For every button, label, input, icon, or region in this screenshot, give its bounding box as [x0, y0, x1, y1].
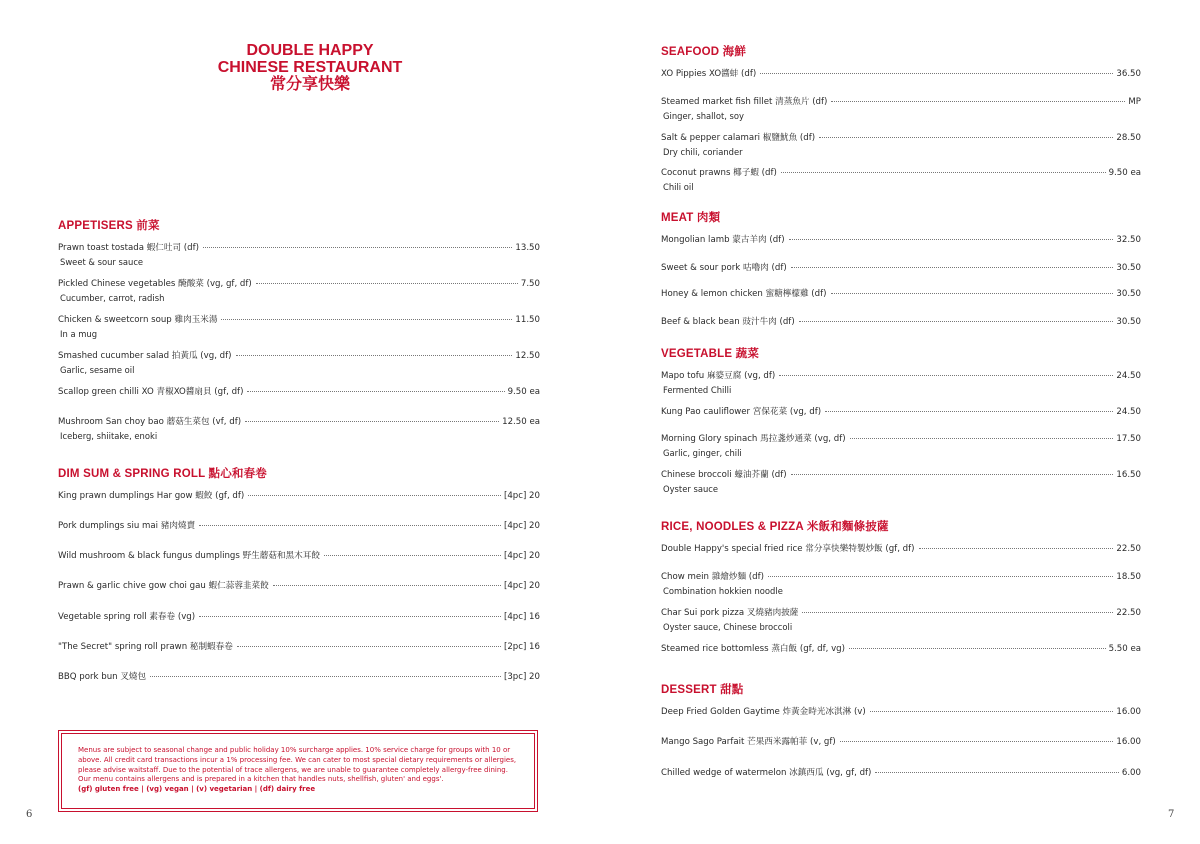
dotted-leader: [849, 648, 1106, 649]
item-price: 16.00: [1116, 707, 1141, 717]
item-name: Smashed cucumber salad 拍黃瓜 (vg, df): [58, 351, 232, 361]
item-name: Vegetable spring roll 素春卷 (vg): [58, 612, 196, 622]
dotted-leader: [919, 548, 1114, 549]
dotted-leader: [781, 172, 1106, 173]
item-name: Coconut prawns 椰子蝦 (df): [661, 168, 777, 178]
menu-item: [58, 416, 540, 442]
menu-item: [661, 316, 1141, 328]
dotted-leader: [791, 474, 1114, 475]
item-description: Oyster sauce, Chinese broccoli: [663, 622, 793, 632]
section-seafood: [661, 45, 1141, 192]
item-description: Dry chili, coriander: [663, 147, 743, 157]
item-description: Combination hokkien noodle: [663, 586, 783, 596]
notice-text: Menus are subject to seasonal change and public holiday 10% surcharge applies. 10% service charge for groups with 10 or above. All credit card transactions incur a 1% processing fee. We can cater to most special dietary requirements or allergies, please advise waitstaff. Due to the potential of trace allergens, we are unable to guarantee completely allergy-free dining. Our menu contains allergens and is prepared in a kitchen that handles nuts, shellfish, gluten' and eggs'.: [78, 746, 517, 784]
menu-item: [58, 242, 540, 268]
dotted-leader: [870, 711, 1114, 712]
menu-item: [661, 288, 1141, 300]
menu-item: [661, 643, 1141, 655]
menu-item: [661, 96, 1141, 122]
menu-item: [661, 68, 1141, 80]
item-price: 30.50: [1116, 263, 1141, 273]
item-price: [4pc] 16: [503, 612, 540, 622]
item-name: Steamed market fish fillet 清蒸魚片 (df): [661, 97, 828, 107]
menu-item: [661, 167, 1141, 193]
item-price: 16.50: [1116, 470, 1141, 480]
dotted-leader: [236, 355, 513, 356]
dotted-leader: [831, 101, 1125, 102]
item-price: 6.00: [1121, 768, 1141, 778]
page-number: 6: [26, 809, 33, 820]
item-name: Honey & lemon chicken 蜜糖檸檬雞 (df): [661, 289, 827, 299]
dietary-legend: (gf) gluten free | (vg) vegan | (v) vegetarian | (df) dairy free: [78, 785, 316, 794]
section-meat: [661, 211, 1141, 327]
item-description: Cucumber, carrot, radish: [60, 293, 165, 303]
item-price: 5.50 ea: [1108, 644, 1141, 654]
item-name: Chinese broccoli 蠔油芥蘭 (df): [661, 470, 787, 480]
title-line: 常分享快樂: [269, 76, 350, 93]
right-page: [600, 0, 1200, 844]
page-number: 7: [1168, 809, 1175, 820]
item-price: 28.50: [1116, 133, 1141, 143]
item-name: Pork dumplings siu mai 豬肉燒賣: [58, 521, 196, 531]
item-price: 12.50 ea: [502, 417, 540, 427]
menu-item: [661, 607, 1141, 633]
item-price: 9.50 ea: [1108, 168, 1141, 178]
item-price: 32.50: [1116, 235, 1141, 245]
title-line: DOUBLE HAPPY: [246, 42, 374, 59]
menu-item: [58, 550, 540, 562]
section-rice-noodles-pizza: [661, 520, 1141, 654]
item-name: Mushroom San choy bao 蘑菇生菜包 (vf, df): [58, 417, 242, 427]
menu-item: [58, 580, 540, 592]
menu-item: [661, 132, 1141, 158]
item-price: [3pc] 20: [503, 672, 540, 682]
section-heading: RICE, NOODLES & PIZZA 米飯和麵條披薩: [661, 521, 889, 533]
menu-item: [661, 469, 1141, 495]
section-heading: VEGETABLE 蔬菜: [661, 348, 760, 360]
dotted-leader: [819, 137, 1113, 138]
item-name: Beef & black bean 豉汁牛肉 (df): [661, 317, 795, 327]
notice-box: [58, 730, 538, 812]
item-price: [4pc] 20: [503, 491, 540, 501]
title-line: CHINESE RESTAURANT: [217, 59, 403, 76]
section-heading: DIM SUM & SPRING ROLL 點心和春卷: [58, 468, 267, 480]
section-heading: SEAFOOD 海鮮: [661, 46, 747, 58]
item-name: Salt & pepper calamari 椒鹽魷魚 (df): [661, 133, 816, 143]
dotted-leader: [237, 646, 501, 647]
item-description: Ginger, shallot, soy: [663, 111, 744, 121]
menu-item: [661, 767, 1141, 779]
item-description: In a mug: [60, 329, 98, 339]
item-name: King prawn dumplings Har gow 蝦餃 (gf, df): [58, 491, 245, 501]
item-price: 7.50: [520, 279, 540, 289]
item-price: [4pc] 20: [503, 551, 540, 561]
item-price: 16.00: [1116, 737, 1141, 747]
menu-item: [661, 433, 1141, 459]
dotted-leader: [840, 741, 1114, 742]
dotted-leader: [799, 321, 1114, 322]
item-name: Double Happy's special fried rice 常分享快樂特製炒飯 (gf, df): [661, 544, 915, 554]
section-appetisers: [58, 219, 540, 441]
item-price: [4pc] 20: [503, 581, 540, 591]
menu-item: [661, 706, 1141, 718]
item-description: Sweet & sour sauce: [60, 257, 144, 267]
section-dim-sum: [58, 467, 540, 682]
menu-item: [58, 350, 540, 376]
menu-item: [661, 736, 1141, 748]
dotted-leader: [779, 375, 1113, 376]
dotted-leader: [789, 239, 1114, 240]
item-description: Oyster sauce: [663, 484, 719, 494]
item-price: 17.50: [1116, 434, 1141, 444]
item-name: Mapo tofu 麻婆豆腐 (vg, df): [661, 371, 776, 381]
menu-item: [58, 611, 540, 623]
dotted-leader: [825, 411, 1113, 412]
item-name: Prawn toast tostada 蝦仁吐司 (df): [58, 243, 199, 253]
dotted-leader: [760, 73, 1113, 74]
item-name: BBQ pork bun 叉燒包: [58, 672, 147, 682]
item-name: XO Pippies XO醬蚌 (df): [661, 69, 757, 79]
item-price: 24.50: [1116, 371, 1141, 381]
item-name: Mango Sago Parfait 芒果西米露帕菲 (v, gf): [661, 737, 836, 747]
item-price: [2pc] 16: [503, 642, 540, 652]
menu-item: [58, 671, 540, 683]
dotted-leader: [324, 555, 501, 556]
item-description: Garlic, ginger, chili: [663, 448, 742, 458]
item-name: Chow mein 雜燴炒麵 (df): [661, 572, 764, 582]
menu-item: [661, 234, 1141, 246]
item-name: Prawn & garlic chive gow choi gau 蝦仁蒜蓉韭菜餃: [58, 581, 269, 591]
menu-item: [58, 490, 540, 502]
item-price: 12.50: [515, 351, 540, 361]
dotted-leader: [850, 438, 1114, 439]
dotted-leader: [768, 576, 1113, 577]
item-name: Pickled Chinese vegetables 醃酸菜 (vg, gf, df): [58, 279, 252, 289]
dotted-leader: [791, 267, 1114, 268]
section-dessert: [661, 683, 1141, 778]
dotted-leader: [273, 585, 501, 586]
section-heading: APPETISERS 前菜: [58, 220, 160, 232]
dotted-leader: [831, 293, 1114, 294]
menu-item: [58, 386, 540, 398]
menu-item: [661, 543, 1141, 555]
item-description: Chili oil: [663, 182, 694, 192]
section-vegetable: [661, 347, 1141, 494]
dotted-leader: [150, 676, 501, 677]
item-price: 30.50: [1116, 289, 1141, 299]
dotted-leader: [245, 421, 499, 422]
menu-item: [661, 370, 1141, 396]
item-name: Steamed rice bottomless 蒸白飯 (gf, df, vg): [661, 644, 845, 654]
menu-item: [58, 641, 540, 653]
item-name: Deep Fried Golden Gaytime 炸黃金時光冰淇淋 (v): [661, 707, 866, 717]
item-name: Chicken & sweetcorn soup 雞肉玉米湯: [58, 315, 218, 325]
dotted-leader: [256, 283, 518, 284]
dotted-leader: [247, 391, 504, 392]
menu-item: [58, 520, 540, 532]
dotted-leader: [199, 616, 501, 617]
item-name: Scallop green chilli XO 青椒XO醬扇貝 (gf, df): [58, 387, 244, 397]
item-price: 11.50: [515, 315, 540, 325]
item-name: Mongolian lamb 蒙古羊肉 (df): [661, 235, 785, 245]
item-price: 18.50: [1116, 572, 1141, 582]
item-description: Iceberg, shiitake, enoki: [60, 431, 158, 441]
dotted-leader: [875, 772, 1118, 773]
item-name: Char Sui pork pizza 叉燒豬肉披薩: [661, 608, 799, 618]
section-heading: MEAT 肉類: [661, 212, 721, 224]
item-price: 30.50: [1116, 317, 1141, 327]
menu-item: [58, 314, 540, 340]
restaurant-title: [190, 42, 430, 93]
item-name: Sweet & sour pork 咕嚕肉 (df): [661, 263, 787, 273]
item-price: 22.50: [1116, 544, 1141, 554]
item-price: 13.50: [515, 243, 540, 253]
dotted-leader: [221, 319, 512, 320]
item-price: 22.50: [1116, 608, 1141, 618]
section-heading: DESSERT 甜點: [661, 684, 744, 696]
menu-item: [58, 278, 540, 304]
item-name: "The Secret" spring roll prawn 秘制蝦春卷: [58, 642, 233, 652]
dotted-leader: [199, 525, 501, 526]
item-price: [4pc] 20: [503, 521, 540, 531]
item-name: Chilled wedge of watermelon 冰鎮西瓜 (vg, gf, df): [661, 768, 872, 778]
menu-item: [661, 406, 1141, 418]
item-name: Kung Pao cauliflower 宮保花菜 (vg, df): [661, 407, 822, 417]
item-description: Fermented Chilli: [663, 385, 732, 395]
item-description: Garlic, sesame oil: [60, 365, 135, 375]
menu-item: [661, 571, 1141, 597]
item-name: Morning Glory spinach 馬拉盞炒通菜 (vg, df): [661, 434, 846, 444]
item-price: 9.50 ea: [507, 387, 540, 397]
dotted-leader: [802, 612, 1113, 613]
item-price: 36.50: [1116, 69, 1141, 79]
item-name: Wild mushroom & black fungus dumplings 野生蘑菇和黑木耳餃: [58, 551, 320, 561]
item-price: MP: [1128, 97, 1141, 107]
dotted-leader: [248, 495, 501, 496]
item-price: 24.50: [1116, 407, 1141, 417]
menu-item: [661, 262, 1141, 274]
dotted-leader: [203, 247, 512, 248]
